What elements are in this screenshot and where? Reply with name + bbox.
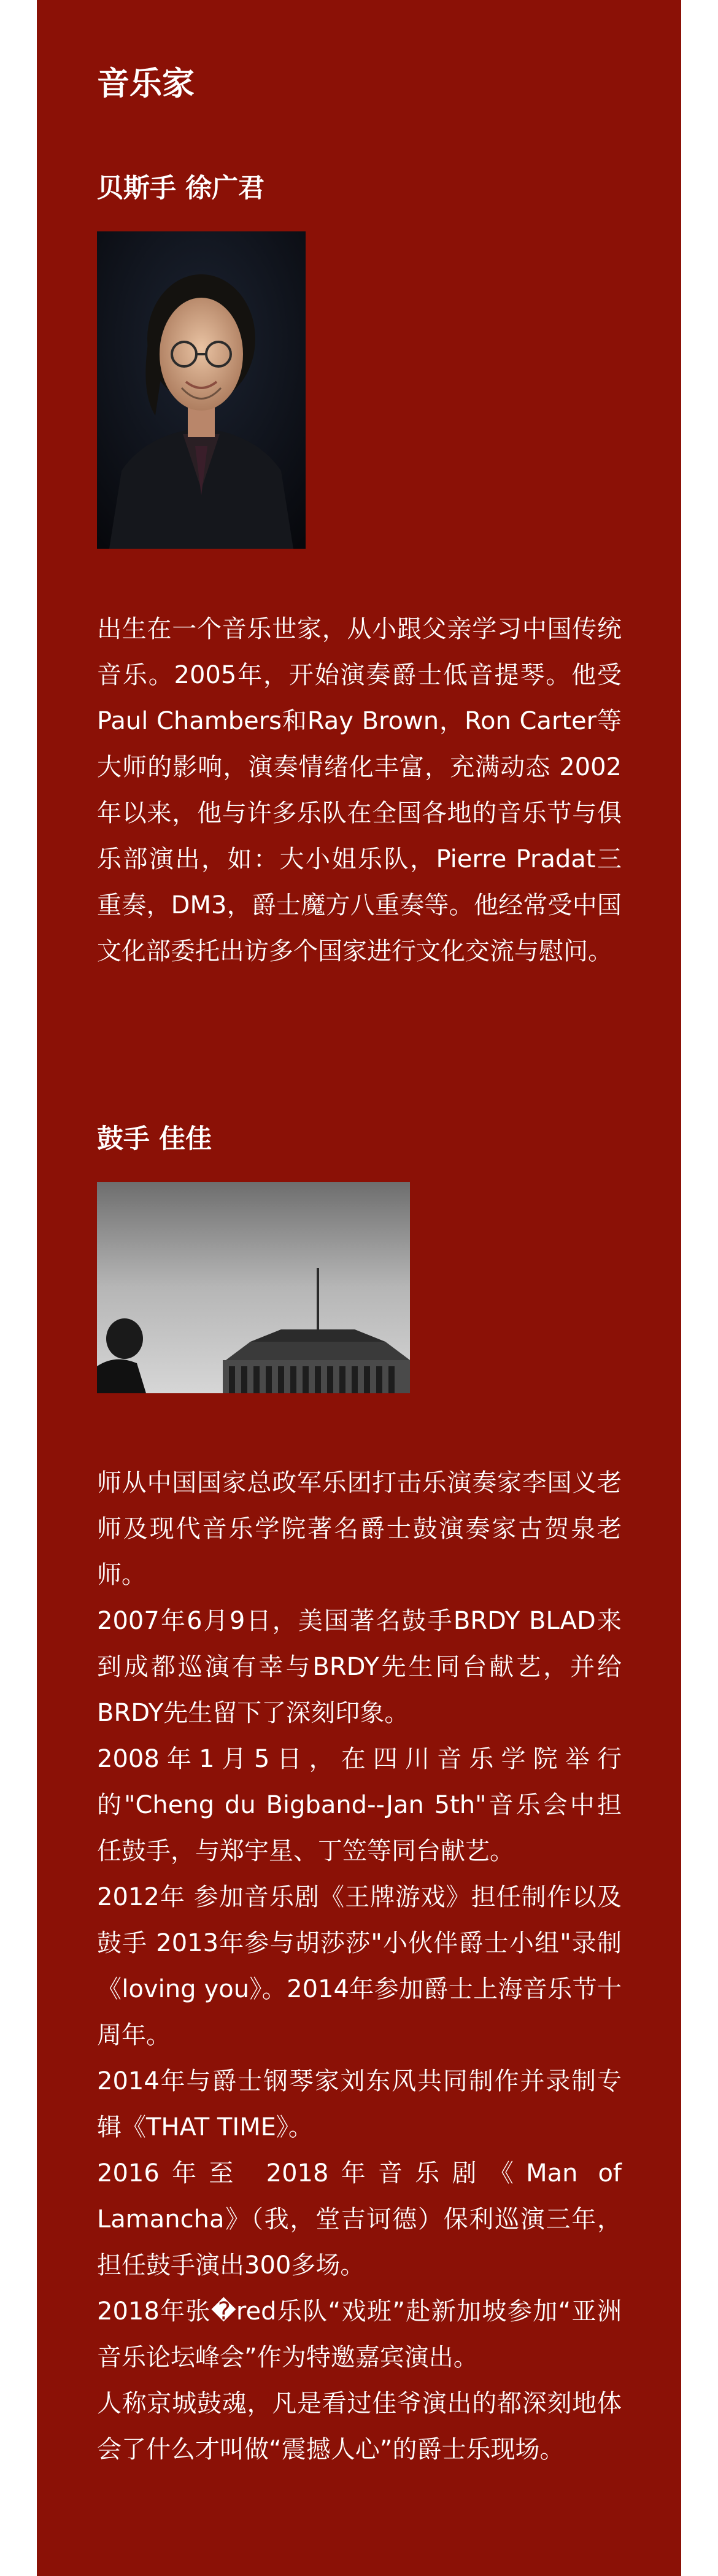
bassist-bio [97,606,622,975]
bio-paragraph: 人称京城鼓魂，凡是看过佳爷演出的都深刻地体会了什么才叫做“震撼人心”的爵士乐现场。 [97,2389,622,2464]
portrait-photo-bassist [97,231,306,549]
bio-paragraph: 2016年至 2018年音乐剧《Man of Lamancha》（我，堂吉诃德）保利巡演三年，担任鼓手演出300多场。 [97,2159,622,2280]
bio-paragraph: 2007年6月9日，美国著名鼓手BRDY BLAD来到成都巡演有幸与BRDY先生同台献艺，并给BRDY先生留下了深刻印象。 [97,1607,622,1727]
bio-paragraph: 2012年 参加音乐剧《王牌游戏》担任制作以及鼓手 2013年参与胡莎莎"小伙伴爵士小组"录制《loving you》。2014年参加爵士上海音乐节十周年。 [97,1883,622,2049]
portrait-photo-drummer [97,1182,410,1393]
bio-paragraph: 师从中国国家总政军乐团打击乐演奏家李国义老师及现代音乐学院著名爵士鼓演奏家古贺泉老师。 [97,1469,622,1589]
musician-name-drummer: 鼓手 佳佳 [97,1124,212,1155]
bio-paragraph: 2014年与爵士钢琴家刘东风共同制作并录制专辑《THAT TIME》。 [97,2067,622,2141]
musician-name-bassist: 贝斯手 徐广君 [97,173,264,204]
drummer-photo [97,1182,410,1393]
bio-paragraph: 2008年1月5日，在四川音乐学院举行的"Cheng du Bigband--Jan 5th"音乐会中担任鼓手，与郑宇星、丁笠等同台献艺。 [97,1745,622,1865]
bio-paragraph: 出生在一个音乐世家，从小跟父亲学习中国传统音乐。2005年，开始演奏爵士低音提琴。他受Paul Chambers和Ray Brown，Ron Carter等大师的影响，演奏情绪化丰富，充满动态 2002年以来，他与许多乐队在全国各地的音乐节与俱乐部演出，如：大小姐乐队，Pierre Pradat三重奏，DM3，爵士魔方八重奏等。他经常受中国文化部委托出访多个国家进行文化交流与慰问。 [97,615,622,965]
drummer-bio [97,1460,622,2473]
section-title: 音乐家 [97,65,195,102]
bio-paragraph: 2018年张�red乐队“戏班”赴新加坡参加“亚洲音乐论坛峰会”作为特邀嘉宾演出。 [97,2297,622,2372]
bassist-photo [97,231,306,549]
